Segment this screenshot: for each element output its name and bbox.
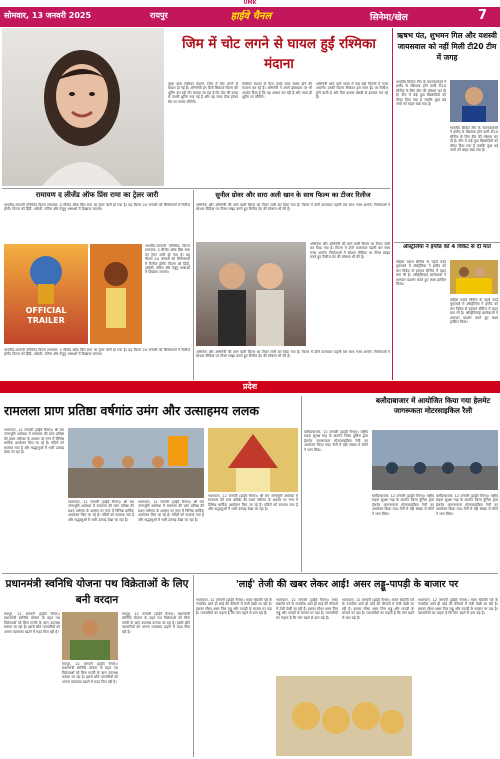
ramlala-body-c: भाटापारा, 12 जनवरी (हाईवे चैनल)। श्री राम जन्मभूमि अयोध्या में रामलला की प्राण प्रतिष्ठा की प्रथम वर्षगांठ के अवसर पर नगर में विभिन्न धार्मिक आयोजन किए जा रहे हैं। मंदिरों को सजाया गया है और श्रद्धालुओं में भारी उत्साह देखा जा रहा है। xyxy=(138,500,204,522)
ramlala-procession-photo xyxy=(68,428,204,498)
ramayana-body-c: भारतीय-जापानी एनिमेटेड फिल्म रामायण: द लीजेंड ऑफ प्रिंस रामा का ट्रेलर जारी हो गया है। यह फिल्म 24 जनवरी को सिनेमाघरों में रिलीज होगी। फिल्म को हिंदी, अंग्रेजी, तमिल और तेलुगु भाषाओं में दिखाया जाएगा। xyxy=(4,348,190,357)
laddoo-body-a: भाटापारा, 12 जनवरी (हाईवे चैनल)। मकर संक्रांति पर्व के नजदीक आते ही लाई की कीमतों में तेजी देखी जा रही है। इसका सीधा असर तिल लड्डू और पापड़ी के बाजार पर पड़ा है। व्यापारियों का कहना है कि मांग बढ़ने से दाम बढ़े हैं। xyxy=(196,598,272,616)
ramayana-body-a: भारतीय-जापानी एनिमेटेड फिल्म रामायण: द लीजेंड ऑफ प्रिंस रामा का ट्रेलर जारी हो गया है। यह फिल्म 24 जनवरी को सिनेमाघरों में रिलीज होगी। फिल्म को हिंदी, अंग्रेजी, तमिल और तेलुगु भाषाओं में दिखाया जाएगा। xyxy=(4,203,190,212)
portrait-illustration xyxy=(2,28,164,186)
rashmika-headline: जिम में चोट लगने से घायल हुईं रश्मिका मंदाना xyxy=(182,36,376,72)
masthead xyxy=(0,7,500,27)
svanidhi-body-a: रायपुर, 12 जनवरी (हाईवे चैनल)। प्रधानमंत्री स्वनिधि योजना के तहत पथ विक्रेताओं को बिना गारंटी के ऋण उपलब्ध कराया जा रहा है। इससे छोटे व्यापारियों को अपना व्यवसाय बढ़ाने में मदद मिल रही है। xyxy=(4,612,60,634)
laddoo-market-photo xyxy=(276,676,412,756)
svanidhi-body-c: रायपुर, 12 जनवरी (हाईवे चैनल)। प्रधानमंत्री स्वनिधि योजना के तहत पथ विक्रेताओं को बिना गारंटी के ऋण उपलब्ध कराया जा रहा है। इससे छोटे व्यापारियों को अपना व्यवसाय बढ़ाने में मदद मिल रही है। xyxy=(122,612,190,634)
rashmika-photo xyxy=(2,28,164,186)
column-divider xyxy=(392,28,393,380)
sunny-sara-photo xyxy=(196,242,306,346)
helmet-rally-photo xyxy=(372,430,498,490)
ramayana-body-b: भारतीय-जापानी एनिमेटेड फिल्म रामायण: द लीजेंड ऑफ प्रिंस रामा का ट्रेलर जारी हो गया है। यह फिल्म 24 जनवरी को सिनेमाघरों में रिलीज होगी। फिल्म को हिंदी, अंग्रेजी, तमिल और तेलुगु भाषाओं में दिखाया जाएगा। xyxy=(145,244,190,275)
ramlala-body-d: भाटापारा, 12 जनवरी (हाईवे चैनल)। श्री राम जन्मभूमि अयोध्या में रामलला की प्राण प्रतिष्ठा की प्रथम वर्षगांठ के अवसर पर नगर में विभिन्न धार्मिक आयोजन किए जा रहे हैं। मंदिरों को सजाया गया है और श्रद्धालुओं में भारी उत्साह देखा जा रहा है। xyxy=(208,494,298,512)
rishabh-headline: ऋषभ पंत, शुभमन गिल और यशस्वी जायसवाल को नहीं मिली टी20 टीम में जगह xyxy=(397,31,497,62)
street-vendor-photo xyxy=(62,612,118,660)
column-divider xyxy=(301,396,302,572)
city-name: रायपुर xyxy=(150,11,168,20)
svanidhi-body-b: रायपुर, 12 जनवरी (हाईवे चैनल)। प्रधानमंत्री स्वनिधि योजना के तहत पथ विक्रेताओं को बिना गारंटी के ऋण उपलब्ध कराया जा रहा है। इससे छोटे व्यापारियों को अपना व्यवसाय बढ़ाने में मदद मिल रही है। xyxy=(62,662,118,684)
cricketer-photo xyxy=(450,80,498,122)
section-title: सिनेमा/खेल xyxy=(370,13,408,23)
sunny-sara-body-b: अभिनेता और अभिनेत्री की आने वाली फिल्म का टीजर जारी कर दिया गया है। फिल्म में दोनों कलाकार पहली बार साथ नजर आएंगे। निर्माताओं ने सोशल मीडिया पर टीजर साझा करते हुए रिलीज डेट की घोषणा भी की है। xyxy=(310,242,390,260)
ramlala-temple-photo xyxy=(208,428,298,492)
australia-team-photo xyxy=(450,260,498,294)
australia-body-b: महिला एशेज सीरीज के पहले वनडे मुकाबले में ऑस्ट्रेलिया ने इंग्लैंड को चार विकेट से हराकर सीरीज में बढ़त बना ली है। ऑस्ट्रेलियाई बल्लेबाजों ने शानदार प्रदर्शन करते हुए लक्ष्य हासिल किया। xyxy=(450,298,498,325)
ramayana-poster-2 xyxy=(90,244,142,344)
ramlala-headline: रामलला प्राण प्रतिष्ठा वर्षगांठ उमंग और उत्साहमय ललक xyxy=(4,403,259,418)
rashmika-col2: रश्मिका मंदाना के फैंस उनके जल्द स्वस्थ होने की कामना कर रहे हैं। अभिनेत्री ने अपने इंस्टाग्राम पर भी अपडेट दिया है कि वह आराम कर रही हैं और जल्द ही शूटिंग पर लौटेंगी। xyxy=(242,82,312,100)
sunny-sara-body-a: अभिनेता और अभिनेत्री की आने वाली फिल्म का टीजर जारी कर दिया गया है। फिल्म में दोनों कलाकार पहली बार साथ नजर आएंगे। निर्माताओं ने सोशल मीडिया पर टीजर साझा करते हुए रिलीज डेट की घोषणा भी की है। xyxy=(196,203,390,212)
column-divider xyxy=(193,190,194,380)
page-number: 7 xyxy=(478,8,488,23)
rishabh-body-a: भारतीय क्रिकेट टीम के चयनकर्ताओं ने इंग्लैंड के खिलाफ होने वाली टी20 सीरीज के लिए टीम की घोषणा कर दी है। टीम में कई युवा खिलाड़ियों को मौका दिया गया है जबकि कुछ बड़े नामों को बाहर रखा गया है। xyxy=(396,80,446,107)
laddoo-headline: 'लाई' तेजी की खबर लेकर आई! असर लड्डू-पापड़ी के बाजार पर xyxy=(235,579,459,590)
laddoo-body-b: भाटापारा, 12 जनवरी (हाईवे चैनल)। मकर संक्रांति पर्व के नजदीक आते ही लाई की कीमतों में तेजी देखी जा रही है। इसका सीधा असर तिल लड्डू और पापड़ी के बाजार पर पड़ा है। व्यापारियों का कहना है कि मांग बढ़ने से दाम बढ़े हैं। xyxy=(276,598,338,620)
ramlala-body-b: भाटापारा, 12 जनवरी (हाईवे चैनल)। श्री राम जन्मभूमि अयोध्या में रामलला की प्राण प्रतिष्ठा की प्रथम वर्षगांठ के अवसर पर नगर में विभिन्न धार्मिक आयोजन किए जा रहे हैं। मंदिरों को सजाया गया है और श्रद्धालुओं में भारी उत्साह देखा जा रहा है। xyxy=(68,500,134,522)
section-rule xyxy=(2,573,498,574)
top-strip: UMK xyxy=(0,0,500,7)
issue-date: सोमवार, 13 जनवरी 2025 xyxy=(4,11,92,20)
sunny-sara-headline: सुनील ग्रोवर और सारा अली खान के साथ फिल्म का टीजर रिलीज xyxy=(215,191,371,199)
ramayana-trailer-poster xyxy=(4,244,88,344)
australia-body-a: महिला एशेज सीरीज के पहले वनडे मुकाबले में ऑस्ट्रेलिया ने इंग्लैंड को चार विकेट से हराकर सीरीज में बढ़त बना ली है। ऑस्ट्रेलियाई बल्लेबाजों ने शानदार प्रदर्शन करते हुए लक्ष्य हासिल किया। xyxy=(396,260,446,287)
rishabh-body-b: भारतीय क्रिकेट टीम के चयनकर्ताओं ने इंग्लैंड के खिलाफ होने वाली टी20 सीरीज के लिए टीम की घोषणा कर दी है। टीम में कई युवा खिलाड़ियों को मौका दिया गया है जबकि कुछ बड़े नामों को बाहर रखा गया है। xyxy=(450,126,498,153)
column-divider xyxy=(193,575,194,757)
pradesh-band: प्रदेश xyxy=(0,381,500,393)
laddoo-body-d: भाटापारा, 12 जनवरी (हाईवे चैनल)। मकर संक्रांति पर्व के नजदीक आते ही लाई की कीमतों में तेजी देखी जा रही है। इसका सीधा असर तिल लड्डू और पापड़ी के बाजार पर पड़ा है। व्यापारियों का कहना है कि मांग बढ़ने से दाम बढ़े हैं। xyxy=(418,598,498,616)
section-rule xyxy=(394,242,500,243)
ramayana-headline: रामायण द लीजेंड ऑफ प्रिंस रामा का ट्रेलर जारी xyxy=(35,191,159,199)
sunny-sara-body-c: अभिनेता और अभिनेत्री की आने वाली फिल्म का टीजर जारी कर दिया गया है। फिल्म में दोनों कलाकार पहली बार साथ नजर आएंगे। निर्माताओं ने सोशल मीडिया पर टीजर साझा करते हुए रिलीज डेट की घोषणा भी की है। xyxy=(196,350,390,359)
australia-headline: ऑस्ट्रेलिया ने इंग्लैंड को 4 विकेट से दी मात xyxy=(403,244,491,250)
balodabazar-body-b: बलौदाबाजार, 12 जनवरी (हाईवे चैनल)। राष्ट्रीय सड़क सुरक्षा माह के अंतर्गत जिला पुलिस द्वारा हेलमेट जागरूकता मोटरसाइकिल रैली का आयोजन किया गया। रैली में बड़ी संख्या में लोगों ने भाग लिया। xyxy=(372,494,434,516)
trailer-label: OFFICIAL TRAILER xyxy=(25,306,67,325)
rashmika-col1: पुष्पा स्टार रश्मिका मंदाना, जिम में चोट लगने से घायल हो गई हैं। अभिनेत्री इन दिनों सिकंदर फिल्म की शूटिंग कर रही थीं। बताया जा रहा है कि चोट की वजह से उनकी शूटिंग रुक गई है और वह जल्द ठीक होकर सेट पर वापस लौटेंगी। xyxy=(168,82,238,104)
laddoo-body-c: भाटापारा, 12 जनवरी (हाईवे चैनल)। मकर संक्रांति पर्व के नजदीक आते ही लाई की कीमतों में तेजी देखी जा रही है। इसका सीधा असर तिल लड्डू और पापड़ी के बाजार पर पड़ा है। व्यापारियों का कहना है कि मांग बढ़ने से दाम बढ़े हैं। xyxy=(342,598,414,620)
svanidhi-headline: प्रधानमंत्री स्वनिधि योजना पथ विक्रेताओं के लिए बनी वरदान xyxy=(5,578,189,606)
newspaper-logo: हाईवे चैनल xyxy=(230,11,272,22)
balodabazar-body-a: बलौदाबाजार, 12 जनवरी (हाईवे चैनल)। राष्ट्रीय सड़क सुरक्षा माह के अंतर्गत जिला पुलिस द्वारा हेलमेट जागरूकता मोटरसाइकिल रैली का आयोजन किया गया। रैली में बड़ी संख्या में लोगों ने भाग लिया। xyxy=(304,430,368,452)
ramlala-body-a: भाटापारा, 12 जनवरी (हाईवे चैनल)। श्री राम जन्मभूमि अयोध्या में रामलला की प्राण प्रतिष्ठा की प्रथम वर्षगांठ के अवसर पर नगर में विभिन्न धार्मिक आयोजन किए जा रहे हैं। मंदिरों को सजाया गया है और श्रद्धालुओं में भारी उत्साह देखा जा रहा है। xyxy=(4,428,64,455)
balodabazar-body-c: बलौदाबाजार, 12 जनवरी (हाईवे चैनल)। राष्ट्रीय सड़क सुरक्षा माह के अंतर्गत जिला पुलिस द्वारा हेलमेट जागरूकता मोटरसाइकिल रैली का आयोजन किया गया। रैली में बड़ी संख्या में लोगों ने भाग लिया। xyxy=(436,494,498,516)
balodabazar-headline: बलौदाबाजार में आयोजित किया गया हेलमेट जागरूकता मोटरसाइकिल रैली xyxy=(375,396,491,415)
rashmika-col3: अभिनेत्री आने वाले समय में कई बड़ी फिल्मों में नजर आएंगी। उनकी फिल्म सिकंदर इस साल ईद पर रिलीज होने वाली है और फैंस इसका बेसब्री से इंतजार कर रहे हैं। xyxy=(316,82,388,100)
